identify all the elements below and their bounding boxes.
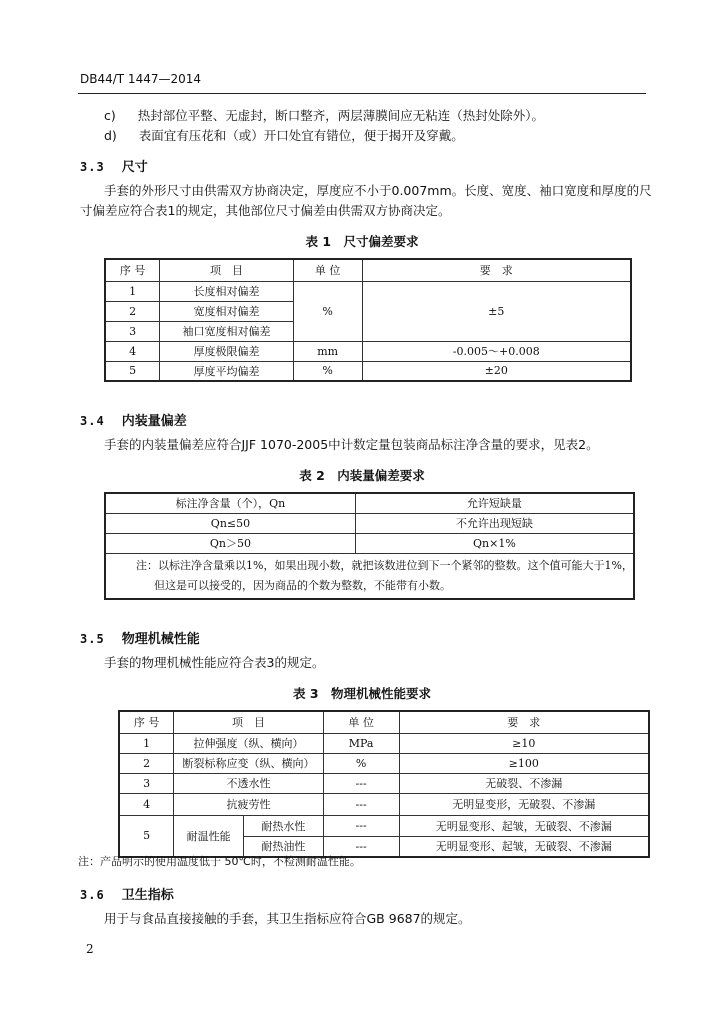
paragraph-3-5: 手套的物理机械性能应符合表3的规定。 — [104, 655, 325, 670]
cell-no: 4 — [105, 341, 160, 361]
cell-item: 拉伸强度（纵、横向） — [174, 733, 323, 753]
table-row — [119, 815, 649, 836]
table-row — [105, 533, 634, 553]
table-note-row — [105, 553, 634, 599]
cell-item: 厚度极限偏差 — [160, 341, 293, 361]
col-header-no: 序 号 — [119, 711, 174, 733]
col-header-shortage: 允许短缺量 — [355, 493, 633, 513]
table-row — [105, 513, 634, 533]
table-row — [119, 773, 649, 793]
paragraph-3-3-line1: 手套的外形尺寸由供需双方协商决定，厚度应不小于0.007mm。长度、宽度、袖口宽度和厚度的尺 — [104, 183, 652, 198]
table1-caption: 表 1 尺寸偏差要求 — [305, 234, 419, 249]
cell-no: 2 — [105, 301, 160, 321]
table-note-line1: 注：以标注净含量乘以1%，如果出现小数，就把该数进位到下一个紧邻的整数。这个值可能大于1%， — [136, 558, 633, 572]
list-item-label: c) — [104, 108, 116, 123]
table-note-cell — [105, 553, 634, 599]
cell-qty: Qn≤50 — [105, 513, 355, 533]
cell-unit-merged: % — [293, 281, 362, 341]
col-header-item: 项 目 — [174, 711, 323, 733]
cell-req: -0.005～+0.008 — [362, 341, 631, 361]
col-header-req: 要 求 — [362, 259, 631, 281]
cell-item: 厚度平均偏差 — [160, 361, 293, 381]
section-number: 3.6 — [80, 888, 105, 902]
list-item-label: d) — [104, 128, 117, 143]
cell-item: 断裂标称应变（纵、横向） — [174, 753, 323, 773]
cell-shortage: Qn×1% — [355, 533, 633, 553]
table-note-line2: 但这是可以接受的，因为商品的个数为整数，不能带有小数。 — [154, 578, 451, 592]
cell-unit: --- — [323, 793, 399, 815]
list-item-text: 表面宜有压花和（或）开口处宜有错位，便于揭开及穿戴。 — [138, 128, 464, 143]
cell-item: 不透水性 — [174, 773, 323, 793]
cell-unit: --- — [323, 815, 399, 836]
col-header-unit: 单 位 — [323, 711, 399, 733]
cell-item: 袖口宽度相对偏差 — [160, 321, 293, 341]
table-row — [119, 753, 649, 773]
table-header-row — [119, 711, 649, 733]
section-heading-3-3 — [80, 156, 148, 175]
cell-no: 3 — [119, 773, 174, 793]
cell-no: 1 — [119, 733, 174, 753]
cell-group: 耐温性能 — [174, 815, 244, 857]
table3 — [118, 710, 650, 858]
section-title: 尺寸 — [121, 160, 148, 175]
header-rule — [78, 93, 646, 94]
col-header-req: 要 求 — [399, 711, 649, 733]
section-number: 3.3 — [80, 160, 105, 174]
cell-unit: MPa — [323, 733, 399, 753]
cell-unit: % — [293, 361, 362, 381]
table-row — [105, 361, 631, 381]
section-title: 内装量偏差 — [121, 414, 187, 429]
section-number: 3.5 — [80, 632, 105, 646]
cell-item: 宽度相对偏差 — [160, 301, 293, 321]
cell-req-merged: ±5 — [362, 281, 631, 341]
list-item-c — [104, 108, 544, 124]
cell-req: ≥100 — [399, 753, 649, 773]
table-header-row — [105, 259, 631, 281]
cell-unit: --- — [323, 773, 399, 793]
cell-req: ±20 — [362, 361, 631, 381]
cell-qty: Qn＞50 — [105, 533, 355, 553]
cell-no: 5 — [105, 361, 160, 381]
cell-req: 无明显变形、起皱，无破裂、不渗漏 — [399, 815, 649, 836]
table-row — [105, 341, 631, 361]
paragraph-3-4: 手套的内装量偏差应符合JJF 1070-2005中计数定量包装商品标注净含量的要求，见表2。 — [104, 437, 599, 452]
cell-unit: % — [323, 753, 399, 773]
cell-req: 无破裂、不渗漏 — [399, 773, 649, 793]
cell-shortage: 不允许出现短缺 — [355, 513, 633, 533]
document-code: DB44/T 1447—2014 — [80, 72, 202, 86]
col-header-no: 序 号 — [105, 259, 160, 281]
table-header-row — [105, 493, 634, 513]
cell-item: 长度相对偏差 — [160, 281, 293, 301]
section-number: 3.4 — [80, 414, 105, 428]
section-title: 卫生指标 — [121, 888, 174, 903]
cell-no: 2 — [119, 753, 174, 773]
cell-req: 无明显变形，无破裂、不渗漏 — [399, 793, 649, 815]
section-heading-3-6 — [80, 884, 174, 903]
table1 — [104, 258, 632, 382]
col-header-unit: 单 位 — [293, 259, 362, 281]
table-row — [105, 281, 631, 301]
cell-req: ≥10 — [399, 733, 649, 753]
list-item-d — [104, 128, 464, 144]
cell-no: 5 — [119, 815, 174, 857]
cell-subitem: 耐热水性 — [244, 815, 324, 836]
table3-note: 注：产品明示的使用温度低于 50℃时，不检测耐温性能。 — [78, 855, 361, 868]
table-row — [119, 793, 649, 815]
cell-unit: --- — [323, 836, 399, 857]
cell-unit: mm — [293, 341, 362, 361]
table2 — [104, 492, 635, 600]
cell-subitem: 耐热油性 — [244, 836, 324, 857]
paragraph-3-6: 用于与食品直接接触的手套，其卫生指标应符合GB 9687的规定。 — [104, 911, 471, 926]
section-heading-3-4 — [80, 410, 187, 429]
cell-no: 3 — [105, 321, 160, 341]
cell-no: 4 — [119, 793, 174, 815]
cell-req: 无明显变形、起皱，无破裂、不渗漏 — [399, 836, 649, 857]
table-row — [119, 733, 649, 753]
section-heading-3-5 — [80, 628, 200, 647]
page-number: 2 — [86, 942, 94, 956]
table2-caption: 表 2 内装量偏差要求 — [299, 468, 425, 483]
list-item-text: 热封部位平整、无虚封，断口整齐，两层薄膜间应无粘连（热封处除外）。 — [137, 108, 544, 123]
col-header-item: 项 目 — [160, 259, 293, 281]
cell-no: 1 — [105, 281, 160, 301]
col-header-qty: 标注净含量（个），Qn — [105, 493, 355, 513]
cell-item: 抗疲劳性 — [174, 793, 323, 815]
table3-caption: 表 3 物理机械性能要求 — [292, 686, 432, 701]
paragraph-3-3-line2: 寸偏差应符合表1的规定，其他部位尺寸偏差由供需双方协商决定。 — [80, 203, 451, 218]
section-title: 物理机械性能 — [121, 632, 200, 647]
